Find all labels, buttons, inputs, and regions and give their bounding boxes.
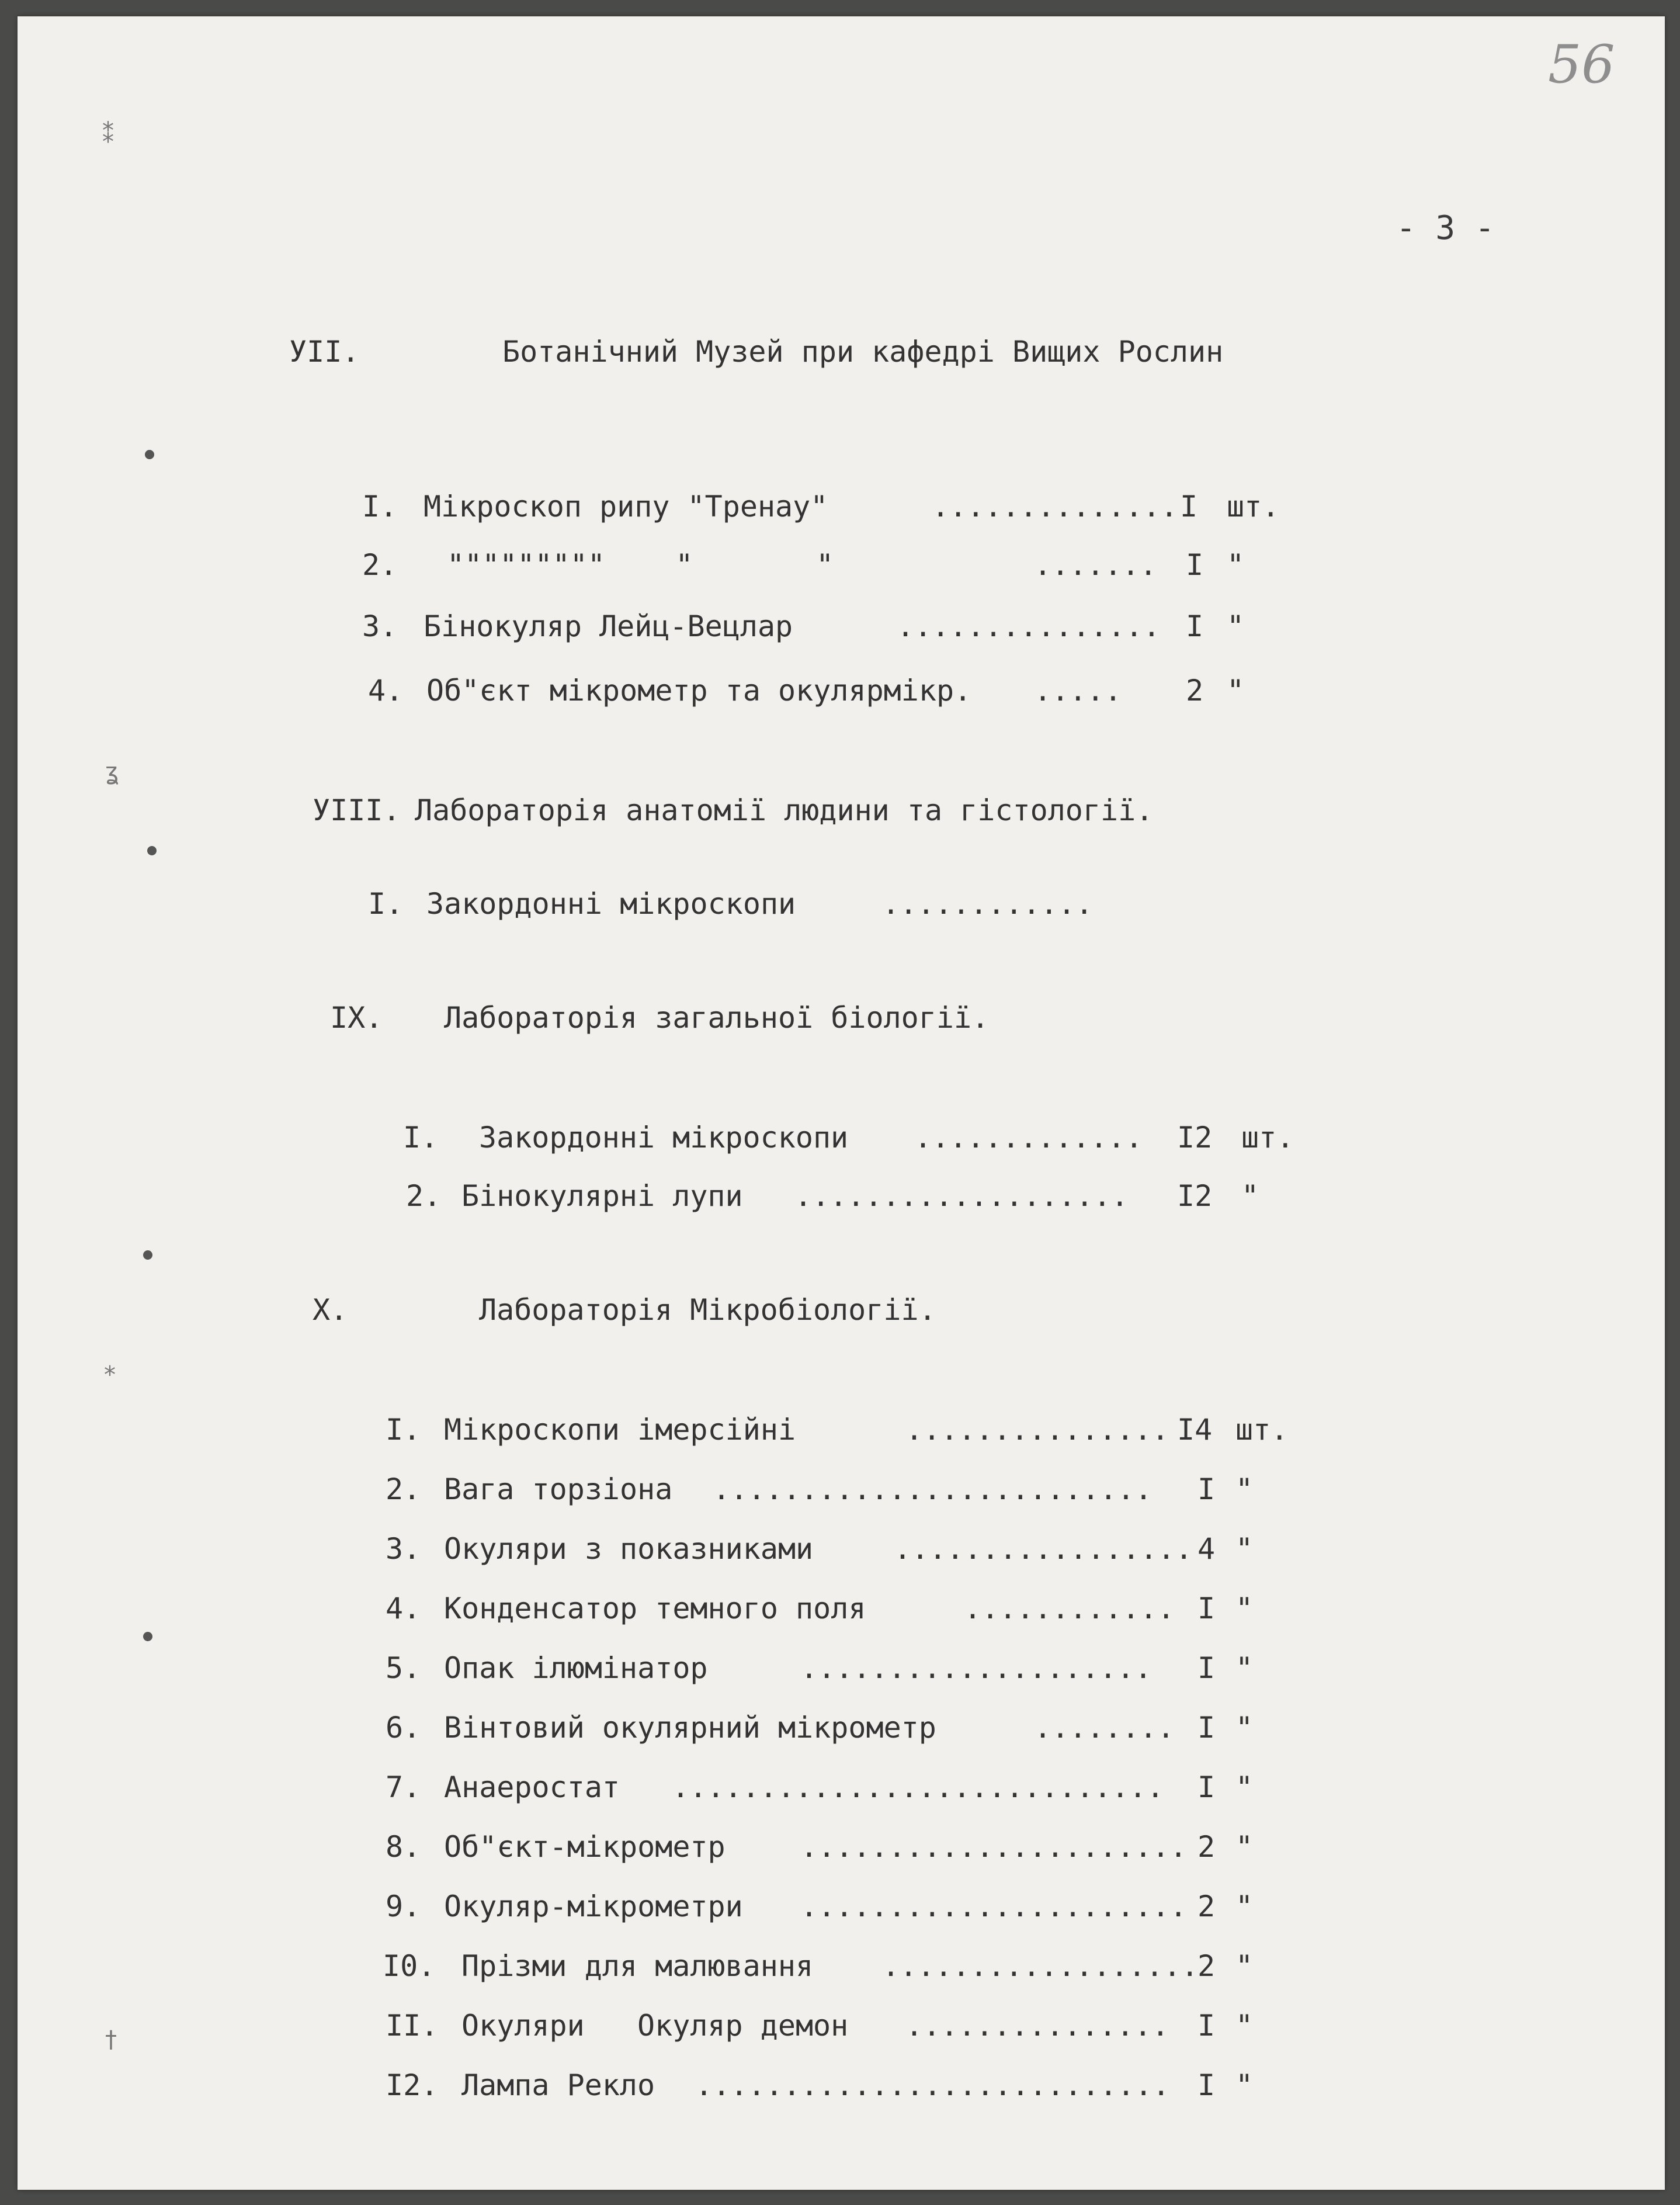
- item-number: 3.: [386, 1532, 421, 1566]
- item-number: I2.: [386, 2068, 439, 2102]
- item-number: 3.: [362, 609, 398, 643]
- paper-speck: ʓ: [105, 758, 119, 785]
- item-leader-dots: ............................: [672, 1770, 1164, 1804]
- section-title: Ботанічний Музей при кафедрі Вищих Рослин: [502, 335, 1224, 369]
- list-item: [18, 1770, 1665, 1811]
- list-item: [18, 490, 1665, 531]
- item-number: 9.: [386, 1889, 421, 1923]
- item-unit: шт.: [1241, 1121, 1294, 1154]
- list-item: [18, 1413, 1665, 1454]
- item-unit: ": [1235, 1592, 1254, 1625]
- item-unit: шт.: [1227, 490, 1280, 523]
- item-name: Конденсатор темного поля: [444, 1592, 866, 1625]
- list-item: [18, 1472, 1665, 1513]
- item-leader-dots: ......................: [800, 1830, 1188, 1864]
- item-leader-dots: ......................: [800, 1889, 1188, 1923]
- item-name: Лампа Рекло: [461, 2068, 655, 2102]
- item-number: 7.: [386, 1770, 421, 1804]
- item-quantity: 2: [1197, 1889, 1216, 1923]
- item-leader-dots: ...............: [905, 2009, 1169, 2043]
- item-leader-dots: .........................: [713, 1472, 1153, 1506]
- item-number: I0.: [383, 1949, 436, 1983]
- binder-hole: [143, 1250, 152, 1260]
- section-title: Лабораторія Мікробіології.: [479, 1293, 936, 1327]
- list-item: [18, 1121, 1665, 1162]
- item-unit: ": [1235, 1949, 1254, 1983]
- item-name: Мікроскопи імерсійні: [444, 1413, 796, 1447]
- item-leader-dots: .............: [914, 1121, 1143, 1154]
- item-number: 6.: [386, 1711, 421, 1745]
- item-name: Вінтовий окулярний мікрометр: [444, 1711, 936, 1745]
- list-item: [18, 1830, 1665, 1871]
- item-number: 5.: [386, 1651, 421, 1685]
- list-item: [18, 1532, 1665, 1573]
- item-leader-dots: ............: [964, 1592, 1175, 1625]
- item-name: Прізми для малювання: [461, 1949, 814, 1983]
- item-leader-dots: ...............: [905, 1413, 1169, 1447]
- item-quantity: I: [1197, 1472, 1216, 1506]
- item-unit: шт.: [1235, 1413, 1289, 1447]
- item-name: Окуляр-мікрометри: [444, 1889, 743, 1923]
- item-leader-dots: .....: [1034, 674, 1122, 708]
- section-number: IX.: [330, 1001, 383, 1035]
- item-name: Окуляри з показниками: [444, 1532, 814, 1566]
- item-unit: ": [1235, 1532, 1254, 1566]
- item-number: 4.: [368, 674, 404, 708]
- paper-speck: ⁑: [102, 122, 114, 148]
- item-quantity: I2: [1177, 1121, 1213, 1154]
- item-quantity: I: [1186, 548, 1204, 582]
- section-title: Лабораторія загальної біології.: [444, 1001, 990, 1035]
- list-item: [18, 674, 1665, 715]
- item-unit: ": [1235, 1651, 1254, 1685]
- item-unit: ": [1235, 1711, 1254, 1745]
- item-number: I.: [368, 887, 404, 921]
- list-item: [18, 1889, 1665, 1930]
- item-unit: ": [1241, 1179, 1259, 1213]
- item-name: Окуляри Окуляр демон: [461, 2009, 849, 2043]
- item-number: I.: [403, 1121, 439, 1154]
- item-leader-dots: ..................: [882, 1949, 1199, 1983]
- list-item: [18, 1592, 1665, 1632]
- item-name: """"""""" " ": [447, 548, 834, 582]
- item-name: Закордонні мікроскопи: [426, 887, 796, 921]
- item-leader-dots: .......: [1034, 548, 1157, 582]
- list-item: [18, 609, 1665, 650]
- item-number: I.: [386, 1413, 421, 1447]
- item-unit: ": [1227, 674, 1245, 708]
- archive-page-mark: 56: [1548, 34, 1615, 95]
- document-page: [18, 16, 1665, 2190]
- item-unit: ": [1235, 2068, 1254, 2102]
- item-leader-dots: ...................: [794, 1179, 1129, 1213]
- item-leader-dots: ...........................: [695, 2068, 1170, 2102]
- binder-hole: [143, 1632, 152, 1641]
- section-heading: [313, 793, 1481, 834]
- binder-hole: [145, 450, 154, 459]
- item-quantity: 4: [1197, 1532, 1216, 1566]
- item-leader-dots: ....................: [800, 1651, 1153, 1685]
- item-quantity: I: [1197, 1651, 1216, 1685]
- list-item: [18, 548, 1665, 589]
- list-item: [18, 887, 1665, 928]
- item-leader-dots: ............: [882, 887, 1094, 921]
- section-heading: [330, 1001, 1498, 1042]
- section-number: X.: [313, 1293, 348, 1327]
- item-quantity: I: [1197, 1592, 1216, 1625]
- paper-speck: ⁎: [104, 1354, 116, 1381]
- item-unit: ": [1235, 2009, 1254, 2043]
- section-number: УIII.: [313, 793, 401, 827]
- item-quantity: I: [1180, 490, 1198, 523]
- list-item: [18, 1711, 1665, 1752]
- item-unit: ": [1235, 1830, 1254, 1864]
- item-name: Анаеростат: [444, 1770, 620, 1804]
- item-name: Мікроскоп рипу "Тренау": [424, 490, 828, 523]
- item-name: Бінокулярні лупи: [461, 1179, 743, 1213]
- item-number: 4.: [386, 1592, 421, 1625]
- list-item: [18, 2068, 1665, 2109]
- item-number: 2.: [362, 548, 398, 582]
- item-name: Об"єкт мікрометр та окулярмікр.: [426, 674, 972, 708]
- section-number: УII.: [289, 335, 360, 369]
- binder-hole: [147, 846, 157, 855]
- list-item: [18, 1179, 1665, 1220]
- item-unit: ": [1227, 609, 1245, 643]
- item-unit: ": [1235, 1770, 1254, 1804]
- section-heading: [313, 1293, 1481, 1334]
- item-name: Вага торзіона: [444, 1472, 673, 1506]
- list-item: [18, 2009, 1665, 2050]
- item-quantity: I: [1197, 1711, 1216, 1745]
- item-unit: ": [1227, 548, 1245, 582]
- section-title: Лабораторія анатомії людини та гістології.: [415, 793, 1154, 827]
- item-unit: ": [1235, 1889, 1254, 1923]
- item-name: Закордонні мікроскопи: [479, 1121, 849, 1154]
- item-number: II.: [386, 2009, 439, 2043]
- item-quantity: I: [1197, 2068, 1216, 2102]
- item-quantity: 2: [1197, 1949, 1216, 1983]
- item-quantity: 2: [1197, 1830, 1216, 1864]
- item-leader-dots: ........: [1034, 1711, 1175, 1745]
- list-item: [18, 1949, 1665, 1990]
- item-quantity: I: [1197, 2009, 1216, 2043]
- item-number: 2.: [406, 1179, 442, 1213]
- item-number: 2.: [386, 1472, 421, 1506]
- item-number: I.: [362, 490, 398, 523]
- item-quantity: 2: [1186, 674, 1204, 708]
- item-leader-dots: .................: [894, 1532, 1193, 1566]
- list-item: [18, 1651, 1665, 1692]
- item-name: Опак ілюмінатор: [444, 1651, 708, 1685]
- section-heading: [289, 335, 1457, 376]
- item-unit: ": [1235, 1472, 1254, 1506]
- item-number: 8.: [386, 1830, 421, 1864]
- item-name: Бінокуляр Лейц-Вецлар: [424, 609, 793, 643]
- item-quantity: I: [1186, 609, 1204, 643]
- item-leader-dots: ...............: [897, 609, 1161, 643]
- item-leader-dots: ..............: [932, 490, 1178, 523]
- item-quantity: I2: [1177, 1179, 1213, 1213]
- item-quantity: I: [1197, 1770, 1216, 1804]
- item-name: Об"єкт-мікрометр: [444, 1830, 726, 1864]
- item-quantity: I4: [1177, 1413, 1213, 1447]
- page-number: - 3 -: [1396, 209, 1495, 247]
- paper-speck: †: [105, 2026, 117, 2053]
